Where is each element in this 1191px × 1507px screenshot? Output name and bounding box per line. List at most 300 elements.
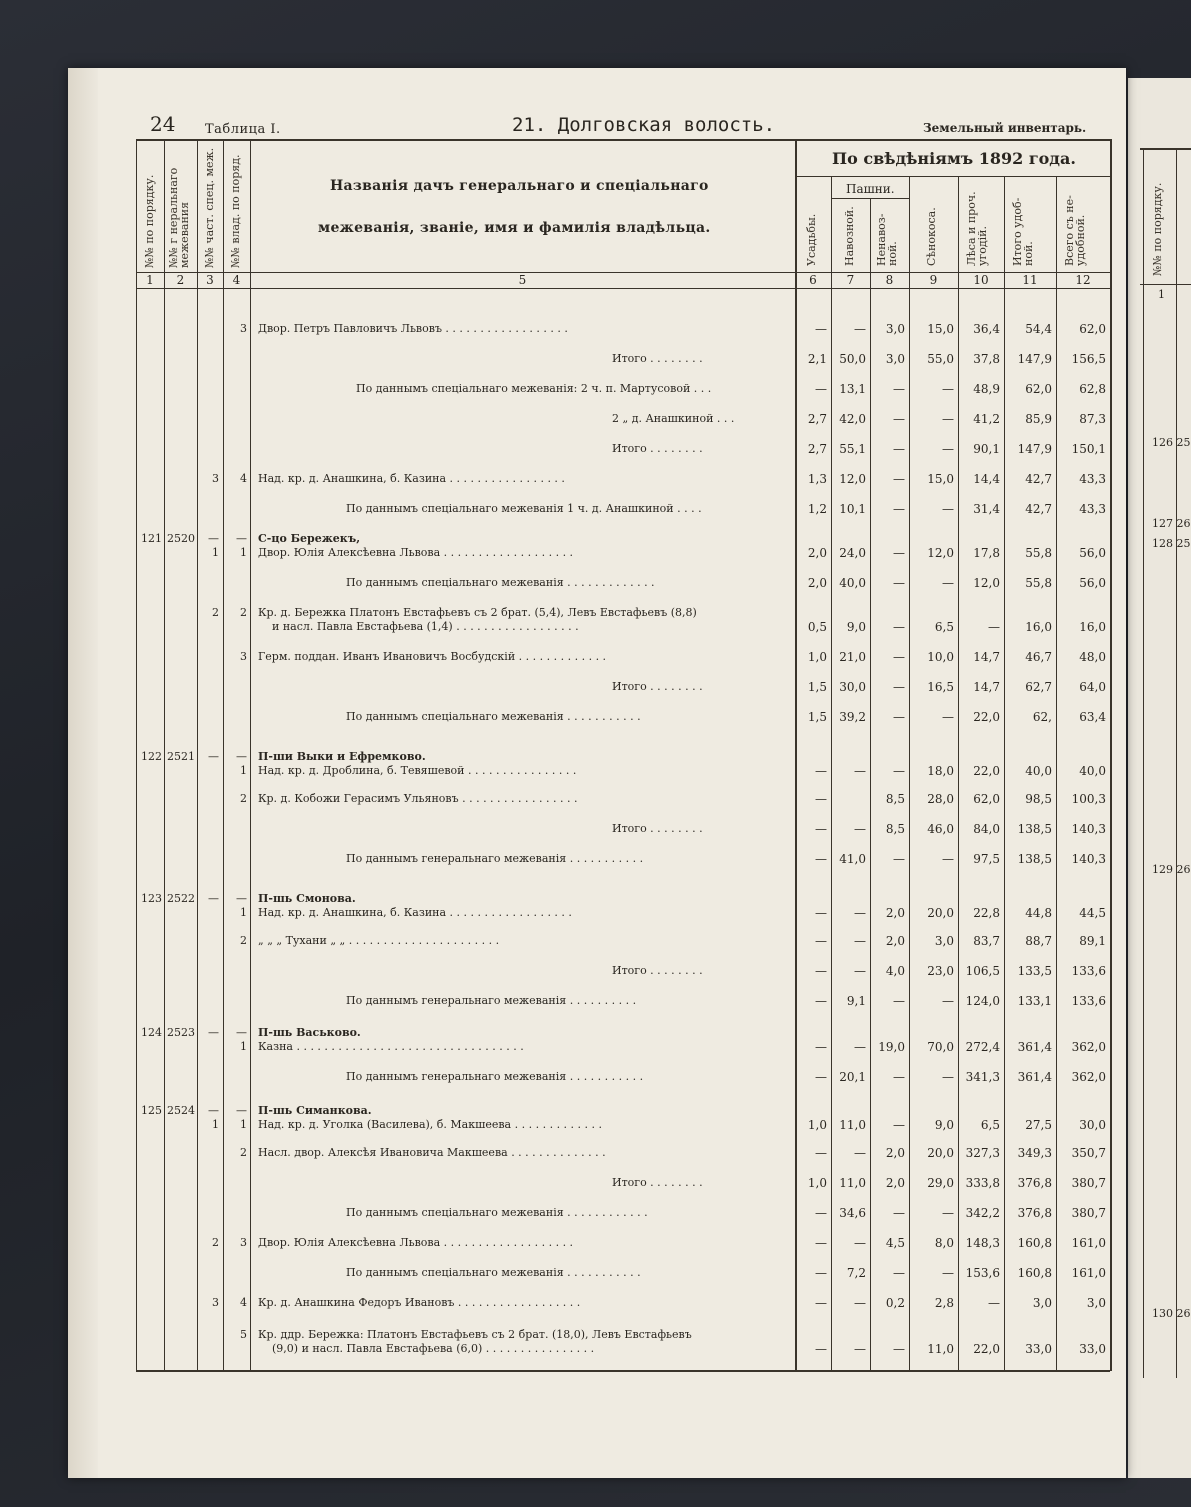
estate-title: П-шь Симанкова. xyxy=(258,1104,372,1117)
general-survey-number: 2523 xyxy=(167,1026,195,1039)
owner-number: — xyxy=(236,750,247,763)
owner-name: По даннымъ генеральнаго межеванія . . . . . . . . . . . xyxy=(346,1070,644,1083)
owner-name: Кр. д. Кобожи Герасимъ Ульяновъ . . . . . . . . . . . . . . . . . xyxy=(258,792,578,805)
value-cell: 9,0 xyxy=(846,620,866,634)
value-cell: 2,7 xyxy=(807,412,827,426)
col-border xyxy=(250,139,251,1371)
value-cell: 42,7 xyxy=(1025,472,1052,486)
next-page-header-rule xyxy=(1140,284,1191,285)
value-cell: — xyxy=(893,620,905,634)
value-cell: 44,8 xyxy=(1025,906,1052,920)
value-cell: 83,7 xyxy=(973,934,1000,948)
value-cell: 46,0 xyxy=(927,822,954,836)
value-cell: — xyxy=(815,792,827,806)
owner-number: 1 xyxy=(240,906,247,919)
pashni-header: Пашни. xyxy=(846,182,895,196)
next-page-border xyxy=(1176,148,1177,1378)
value-cell: — xyxy=(988,1296,1000,1310)
page-number: 24 xyxy=(150,112,176,136)
value-cell: 46,7 xyxy=(1025,650,1052,664)
owner-name: Над. кр. д. Дроблина, б. Тевяшевой . . . . . . . . . . . . . . . . xyxy=(258,764,577,777)
col-header-10: Лѣса и проч. угодій. xyxy=(965,191,989,266)
special-survey-number: 1 xyxy=(212,1118,219,1131)
owner-name: Итого . . . . . . . . xyxy=(612,822,703,835)
value-cell: — xyxy=(942,442,954,456)
value-cell: 84,0 xyxy=(973,822,1000,836)
value-cell: — xyxy=(815,964,827,978)
col-header-3: №№ част. спец. меж. xyxy=(203,147,216,268)
value-cell: 40,0 xyxy=(1025,764,1052,778)
value-cell: 48,0 xyxy=(1079,650,1106,664)
value-cell: — xyxy=(815,382,827,396)
value-cell: 380,7 xyxy=(1071,1206,1106,1220)
value-cell: 2,0 xyxy=(807,576,827,590)
value-cell: 62,0 xyxy=(1025,382,1052,396)
value-cell: — xyxy=(815,1342,827,1356)
value-cell: — xyxy=(815,1206,827,1220)
value-cell: 14,7 xyxy=(973,650,1000,664)
owner-name: Итого . . . . . . . . xyxy=(612,352,703,365)
owner-number: — xyxy=(236,1026,247,1039)
special-survey-number: 2 xyxy=(212,1236,219,1249)
next-page-row: 130 26 xyxy=(1152,1307,1191,1320)
value-cell: 43,3 xyxy=(1079,502,1106,516)
value-cell: — xyxy=(854,322,866,336)
value-cell: — xyxy=(893,650,905,664)
owner-name: По даннымъ спеціальнаго межеванія 1 ч. д. Анашкиной . . . . xyxy=(346,502,702,515)
special-survey-number: — xyxy=(208,532,219,545)
value-cell: 62,8 xyxy=(1079,382,1106,396)
value-cell: — xyxy=(854,1236,866,1250)
owner-name: По даннымъ спеціальнаго межеванія: 2 ч. п. Мартусовой . . . xyxy=(356,382,712,395)
value-cell: 24,0 xyxy=(839,546,866,560)
value-cell: 100,3 xyxy=(1071,792,1106,806)
value-cell: — xyxy=(815,822,827,836)
value-cell: — xyxy=(815,1296,827,1310)
value-cell: — xyxy=(893,1070,905,1084)
value-cell: — xyxy=(893,412,905,426)
value-cell: 43,3 xyxy=(1079,472,1106,486)
owner-name: Над. кр. д. Уголка (Василева), б. Макшеева . . . . . . . . . . . . . xyxy=(258,1118,603,1131)
value-cell: 13,1 xyxy=(839,382,866,396)
col-number: 4 xyxy=(232,273,241,287)
col-number: 3 xyxy=(206,273,214,287)
value-cell: 3,0 xyxy=(1032,1296,1052,1310)
value-cell: 39,2 xyxy=(839,710,866,724)
value-cell: 37,8 xyxy=(973,352,1000,366)
value-cell: 22,0 xyxy=(973,710,1000,724)
owner-number: 2 xyxy=(240,792,247,805)
value-cell: — xyxy=(854,934,866,948)
special-survey-number: 3 xyxy=(212,472,219,485)
value-cell: 15,0 xyxy=(927,322,954,336)
value-cell: 41,0 xyxy=(839,852,866,866)
value-cell: — xyxy=(942,412,954,426)
value-cell: 8,5 xyxy=(885,822,905,836)
value-cell: 33,0 xyxy=(1025,1342,1052,1356)
value-cell: 160,8 xyxy=(1017,1236,1052,1250)
owner-name: Итого . . . . . . . . xyxy=(612,442,703,455)
value-cell: — xyxy=(854,1146,866,1160)
value-cell: — xyxy=(893,1206,905,1220)
value-cell: 2,7 xyxy=(807,442,827,456)
owner-number: — xyxy=(236,532,247,545)
table-label: Таблица I. xyxy=(205,122,281,137)
value-cell: 62,7 xyxy=(1025,680,1052,694)
value-cell: 55,0 xyxy=(927,352,954,366)
owner-name: Герм. поддан. Иванъ Ивановичъ Восбудскій . . . . . . . . . . . . . xyxy=(258,650,607,663)
value-cell: 1,5 xyxy=(807,710,827,724)
value-cell: — xyxy=(893,576,905,590)
value-cell: 2,0 xyxy=(807,546,827,560)
col-header-9: Сѣнокоса. xyxy=(925,207,938,266)
col-header-8: Ненавоз- ной. xyxy=(875,213,899,266)
estate-title: П-шь Васьково. xyxy=(258,1026,361,1039)
value-cell: 133,5 xyxy=(1017,964,1052,978)
owner-name: Над. кр. д. Анашкина, б. Казина . . . . . . . . . . . . . . . . . xyxy=(258,472,565,485)
col-number: 6 xyxy=(809,273,817,287)
owner-name: Кр. д. Анашкина Федоръ Ивановъ . . . . . . . . . . . . . . . . . . xyxy=(258,1296,581,1309)
group-header: По свѣдѣніямъ 1892 года. xyxy=(832,149,1076,168)
special-survey-number: 1 xyxy=(212,546,219,559)
value-cell: 3,0 xyxy=(885,352,905,366)
value-cell: 1,0 xyxy=(807,1118,827,1132)
value-cell: 1,0 xyxy=(807,1176,827,1190)
value-cell: 138,5 xyxy=(1017,852,1052,866)
value-cell: 30,0 xyxy=(1079,1118,1106,1132)
value-cell: 97,5 xyxy=(973,852,1000,866)
row-number: 122 xyxy=(141,750,162,763)
value-cell: 33,0 xyxy=(1079,1342,1106,1356)
value-cell: 3,0 xyxy=(934,934,954,948)
estate-title: П-шь Смонова. xyxy=(258,892,356,905)
value-cell: 156,5 xyxy=(1071,352,1106,366)
value-cell: 89,1 xyxy=(1079,934,1106,948)
estate-title: П-ши Выки и Ефремково. xyxy=(258,750,426,763)
value-cell: — xyxy=(893,442,905,456)
value-cell: 41,2 xyxy=(973,412,1000,426)
value-cell: 62,0 xyxy=(973,792,1000,806)
col-header-5-line2: межеванія, званіе, имя и фамилія владѣльца. xyxy=(318,220,711,236)
value-cell: 106,5 xyxy=(965,964,1000,978)
owner-name: Итого . . . . . . . . xyxy=(612,964,703,977)
value-cell: 88,7 xyxy=(1025,934,1052,948)
value-cell: 361,4 xyxy=(1017,1070,1052,1084)
page-gutter xyxy=(68,68,98,1478)
value-cell: 22,0 xyxy=(973,1342,1000,1356)
owner-name: По даннымъ спеціальнаго межеванія . . . . . . . . . . . . xyxy=(346,1206,648,1219)
value-cell: 12,0 xyxy=(839,472,866,486)
value-cell: 4,0 xyxy=(885,964,905,978)
value-cell: 16,5 xyxy=(927,680,954,694)
value-cell: 124,0 xyxy=(965,994,1000,1008)
value-cell: — xyxy=(893,1118,905,1132)
owner-name: Кр. д. Бережка Платонъ Евстафьевъ съ 2 брат. (5,4), Левъ Евстафьевъ (8,8) xyxy=(258,606,697,619)
value-cell: — xyxy=(815,906,827,920)
value-cell: 64,0 xyxy=(1079,680,1106,694)
value-cell: 87,3 xyxy=(1079,412,1106,426)
value-cell: — xyxy=(815,1146,827,1160)
value-cell: — xyxy=(942,576,954,590)
value-cell: — xyxy=(893,502,905,516)
value-cell: 0,2 xyxy=(885,1296,905,1310)
value-cell: 56,0 xyxy=(1079,546,1106,560)
value-cell: 19,0 xyxy=(878,1040,905,1054)
table-top-rule xyxy=(136,139,1110,141)
value-cell: — xyxy=(893,680,905,694)
value-cell: 12,0 xyxy=(973,576,1000,590)
value-cell: 350,7 xyxy=(1071,1146,1106,1160)
value-cell: 1,5 xyxy=(807,680,827,694)
value-cell: 2,0 xyxy=(885,1146,905,1160)
value-cell: 133,6 xyxy=(1071,994,1106,1008)
owner-name: Кр. ддр. Бережка: Платонъ Евстафьевъ съ 2 брат. (18,0), Левъ Евстафьевъ xyxy=(258,1328,692,1341)
value-cell: 16,0 xyxy=(1079,620,1106,634)
owner-name: Итого . . . . . . . . xyxy=(612,1176,703,1189)
owner-number: 1 xyxy=(240,1040,247,1053)
value-cell: — xyxy=(893,382,905,396)
col-header-5-line1: Названія дачъ генеральнаго и спеціальнаго xyxy=(330,178,709,194)
value-cell: 140,3 xyxy=(1071,852,1106,866)
owner-name-cont: (9,0) и насл. Павла Евстафьева (6,0) . . . . . . . . . . . . . . . . xyxy=(272,1342,595,1355)
col-number: 10 xyxy=(973,273,989,287)
value-cell: — xyxy=(893,710,905,724)
owner-name: По даннымъ спеціальнаго межеванія . . . . . . . . . . . xyxy=(346,710,641,723)
col-number: 1 xyxy=(146,273,154,287)
value-cell: 2,0 xyxy=(885,1176,905,1190)
col-number: 5 xyxy=(518,273,527,287)
value-cell: — xyxy=(815,764,827,778)
value-cell: 27,5 xyxy=(1025,1118,1052,1132)
value-cell: 2,0 xyxy=(885,934,905,948)
value-cell: — xyxy=(893,472,905,486)
value-cell: 20,0 xyxy=(927,1146,954,1160)
owner-number: 4 xyxy=(240,472,247,485)
col-header-7: Навозной. xyxy=(843,206,856,266)
value-cell: 11,0 xyxy=(839,1118,866,1132)
value-cell: — xyxy=(893,852,905,866)
value-cell: — xyxy=(815,1236,827,1250)
value-cell: 10,0 xyxy=(927,650,954,664)
value-cell: 4,5 xyxy=(885,1236,905,1250)
owner-number: 3 xyxy=(240,650,247,663)
value-cell: 362,0 xyxy=(1071,1070,1106,1084)
value-cell: 70,0 xyxy=(927,1040,954,1054)
value-cell: 3,0 xyxy=(885,322,905,336)
value-cell: 20,0 xyxy=(927,906,954,920)
owner-name: По даннымъ генеральнаго межеванія . . . . . . . . . . . xyxy=(346,852,644,865)
value-cell: — xyxy=(815,852,827,866)
owner-number: 3 xyxy=(240,1236,247,1249)
value-cell: 34,6 xyxy=(839,1206,866,1220)
owner-number: 2 xyxy=(240,934,247,947)
value-cell: 341,3 xyxy=(965,1070,1000,1084)
owner-name: По даннымъ генеральнаго межеванія . . . . . . . . . . xyxy=(346,994,637,1007)
value-cell: 55,8 xyxy=(1025,546,1052,560)
value-cell: 20,1 xyxy=(839,1070,866,1084)
owner-name: Казна . . . . . . . . . . . . . . . . . . . . . . . . . . . . . . . . . xyxy=(258,1040,524,1053)
value-cell: — xyxy=(854,1296,866,1310)
value-cell: 40,0 xyxy=(1079,764,1106,778)
special-survey-number: — xyxy=(208,1104,219,1117)
value-cell: 29,0 xyxy=(927,1176,954,1190)
value-cell: — xyxy=(854,964,866,978)
value-cell: 376,8 xyxy=(1017,1206,1052,1220)
value-cell: 1,0 xyxy=(807,650,827,664)
value-cell: 161,0 xyxy=(1071,1236,1106,1250)
col-number: 12 xyxy=(1075,273,1091,287)
value-cell: 17,8 xyxy=(973,546,1000,560)
value-cell: 9,0 xyxy=(934,1118,954,1132)
next-page-border xyxy=(1143,148,1144,1378)
value-cell: 362,0 xyxy=(1071,1040,1106,1054)
col-header-11: Итого удоб- ной. xyxy=(1011,197,1035,266)
value-cell: 133,1 xyxy=(1017,994,1052,1008)
value-cell: — xyxy=(942,710,954,724)
value-cell: 2,8 xyxy=(934,1296,954,1310)
value-cell: 6,5 xyxy=(934,620,954,634)
value-cell: 50,0 xyxy=(839,352,866,366)
col-header-12: Всего съ не- удобной. xyxy=(1063,195,1087,266)
value-cell: — xyxy=(854,1342,866,1356)
value-cell: — xyxy=(815,1266,827,1280)
value-cell: — xyxy=(942,1206,954,1220)
value-cell: 161,0 xyxy=(1071,1266,1106,1280)
col-header-4: №№ влад. по поряд. xyxy=(229,154,242,268)
owner-name: По даннымъ спеціальнаго межеванія . . . . . . . . . . . xyxy=(346,1266,641,1279)
owner-name: Над. кр. д. Анашкина, б. Казина . . . . . . . . . . . . . . . . . . xyxy=(258,906,572,919)
value-cell: — xyxy=(942,1070,954,1084)
row-number: 123 xyxy=(141,892,162,905)
owner-name: 2 „ д. Анашкиной . . . xyxy=(612,412,735,425)
value-cell: — xyxy=(815,934,827,948)
value-cell: 14,7 xyxy=(973,680,1000,694)
value-cell: 55,8 xyxy=(1025,576,1052,590)
col-header-6: Усадьбы. xyxy=(805,213,818,266)
value-cell: 140,3 xyxy=(1071,822,1106,836)
value-cell: 10,1 xyxy=(839,502,866,516)
value-cell: — xyxy=(988,620,1000,634)
value-cell: 380,7 xyxy=(1071,1176,1106,1190)
col-number: 11 xyxy=(1022,273,1038,287)
value-cell: 133,6 xyxy=(1071,964,1106,978)
value-cell: — xyxy=(893,764,905,778)
value-cell: 42,7 xyxy=(1025,502,1052,516)
owner-number: 2 xyxy=(240,1146,247,1159)
next-page-row: 128 25 xyxy=(1152,537,1191,550)
col-border xyxy=(1110,139,1112,1371)
row-number: 125 xyxy=(141,1104,162,1117)
value-cell: — xyxy=(942,994,954,1008)
value-cell: 44,5 xyxy=(1079,906,1106,920)
value-cell: 85,9 xyxy=(1025,412,1052,426)
value-cell: — xyxy=(854,1040,866,1054)
special-survey-number: — xyxy=(208,750,219,763)
special-survey-number: 2 xyxy=(212,606,219,619)
section-title: Земельный инвентарь. xyxy=(923,121,1087,135)
value-cell: 15,0 xyxy=(927,472,954,486)
col-header-1: №№ по порядку. xyxy=(143,174,156,268)
value-cell: — xyxy=(854,764,866,778)
owner-number: 1 xyxy=(240,1118,247,1131)
next-page-row: 126 25 xyxy=(1152,436,1191,449)
col-number: 8 xyxy=(885,273,894,287)
owner-name-cont: и насл. Павла Евстафьева (1,4) . . . . . . . . . . . . . . . . . . xyxy=(272,620,579,633)
value-cell: 3,0 xyxy=(1086,1296,1106,1310)
value-cell: 148,3 xyxy=(965,1236,1000,1250)
group-rule xyxy=(795,176,1110,177)
owner-name: Двор. Юлія Алексѣевна Львова . . . . . . . . . . . . . . . . . . . xyxy=(258,546,574,559)
value-cell: 2,0 xyxy=(885,906,905,920)
colnum-rule xyxy=(136,288,1110,289)
owner-name: По даннымъ спеціальнаго межеванія . . . . . . . . . . . . . xyxy=(346,576,655,589)
value-cell: 28,0 xyxy=(927,792,954,806)
value-cell: 55,1 xyxy=(839,442,866,456)
value-cell: 6,5 xyxy=(980,1118,1000,1132)
value-cell: — xyxy=(815,994,827,1008)
value-cell: — xyxy=(893,994,905,1008)
value-cell: — xyxy=(893,1266,905,1280)
value-cell: — xyxy=(854,822,866,836)
value-cell: 0,5 xyxy=(807,620,827,634)
value-cell: 30,0 xyxy=(839,680,866,694)
special-survey-number: — xyxy=(208,1026,219,1039)
volost-title: 21. Долговская волость. xyxy=(512,114,776,136)
owner-name: „ „ „ Тухани „ „ . . . . . . . . . . . . . . . . . . . . . . xyxy=(258,934,500,947)
col-number: 2 xyxy=(176,273,185,287)
value-cell: 62,0 xyxy=(1079,322,1106,336)
value-cell: 153,6 xyxy=(965,1266,1000,1280)
owner-number: 1 xyxy=(240,764,247,777)
value-cell: 333,8 xyxy=(965,1176,1000,1190)
value-cell: 376,8 xyxy=(1017,1176,1052,1190)
general-survey-number: 2521 xyxy=(167,750,195,763)
value-cell: 98,5 xyxy=(1025,792,1052,806)
row-number: 121 xyxy=(141,532,162,545)
general-survey-number: 2520 xyxy=(167,532,195,545)
value-cell: 11,0 xyxy=(839,1176,866,1190)
value-cell: 8,5 xyxy=(885,792,905,806)
value-cell: 7,2 xyxy=(846,1266,866,1280)
special-survey-number: 3 xyxy=(212,1296,219,1309)
value-cell: — xyxy=(942,1266,954,1280)
value-cell: 1,2 xyxy=(807,502,827,516)
owner-number: 1 xyxy=(240,546,247,559)
value-cell: 31,4 xyxy=(973,502,1000,516)
value-cell: — xyxy=(942,502,954,516)
value-cell: 2,1 xyxy=(807,352,827,366)
next-page-row: 129 26 xyxy=(1152,863,1191,876)
value-cell: 18,0 xyxy=(927,764,954,778)
row-number: 124 xyxy=(141,1026,162,1039)
value-cell: 63,4 xyxy=(1079,710,1106,724)
next-page-col-number: 1 xyxy=(1158,288,1165,301)
value-cell: — xyxy=(815,1040,827,1054)
owner-number: 5 xyxy=(240,1328,247,1341)
value-cell: 272,4 xyxy=(965,1040,1000,1054)
col-number: 9 xyxy=(929,273,938,287)
value-cell: 42,0 xyxy=(839,412,866,426)
value-cell: — xyxy=(815,1070,827,1084)
value-cell: 361,4 xyxy=(1017,1040,1052,1054)
value-cell: 160,8 xyxy=(1017,1266,1052,1280)
value-cell: 16,0 xyxy=(1025,620,1052,634)
value-cell: 349,3 xyxy=(1017,1146,1052,1160)
value-cell: 12,0 xyxy=(927,546,954,560)
value-cell: — xyxy=(942,382,954,396)
owner-name: Двор. Петръ Павловичъ Львовъ . . . . . . . . . . . . . . . . . . xyxy=(258,322,568,335)
value-cell: 22,8 xyxy=(973,906,1000,920)
